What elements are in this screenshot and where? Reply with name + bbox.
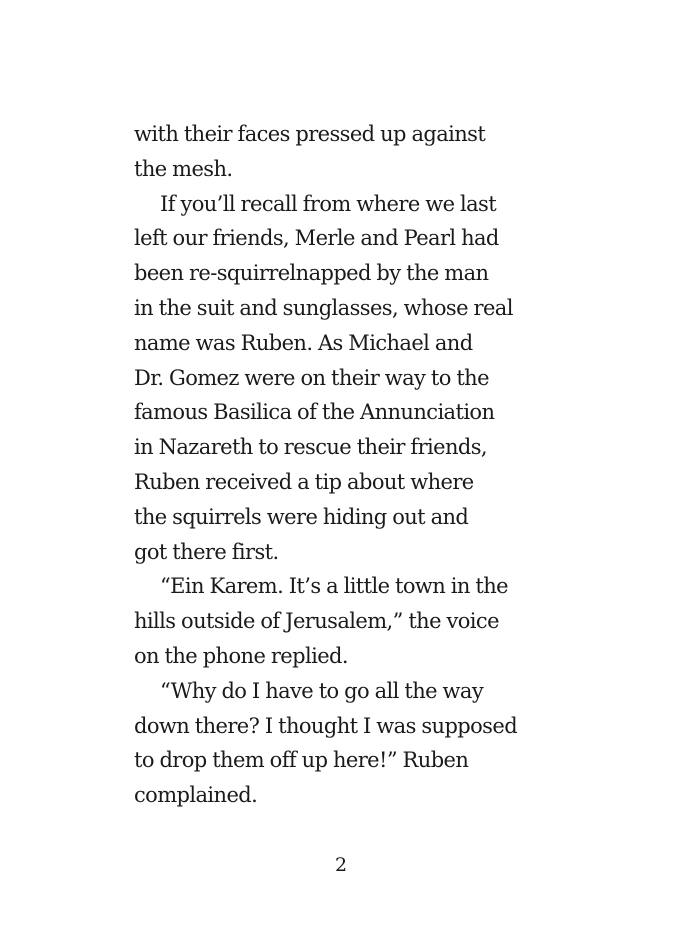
text-line: been re-squirrelnapped by the man	[134, 261, 489, 286]
text-line: hills outside of Jerusalem,” the voice	[134, 609, 499, 634]
text-line: in the suit and sunglasses, whose real	[134, 295, 513, 320]
body-text	[134, 117, 554, 813]
text-line: the mesh.	[134, 156, 233, 181]
text-line: got there first.	[134, 539, 279, 564]
text-line: famous Basilica of the Annunciation	[134, 400, 495, 425]
text-line: with their faces pressed up against	[134, 122, 486, 146]
text-line: down there? I thought I was supposed	[134, 713, 518, 738]
text-line: on the phone replied.	[134, 643, 348, 668]
text-line: in Nazareth to rescue their friends,	[134, 435, 487, 460]
text-line: If you’ll recall from where we last	[160, 191, 497, 216]
text-line: to drop them off up here!” Ruben	[134, 748, 469, 773]
text-line: the squirrels were hiding out and	[134, 504, 469, 529]
text-line: Dr. Gomez were on their way to the	[134, 365, 489, 390]
text-line: complained.	[134, 783, 258, 808]
text-line: “Why do I have to go all the way	[160, 678, 484, 703]
text-line: name was Ruben. As Michael and	[134, 330, 473, 355]
text-line: left our friends, Merle and Pearl had	[134, 226, 499, 251]
text-line: “Ein Karem. It’s a little town in the	[160, 574, 508, 599]
page-number: 2	[334, 854, 348, 876]
text-line: Ruben received a tip about where	[134, 469, 474, 494]
